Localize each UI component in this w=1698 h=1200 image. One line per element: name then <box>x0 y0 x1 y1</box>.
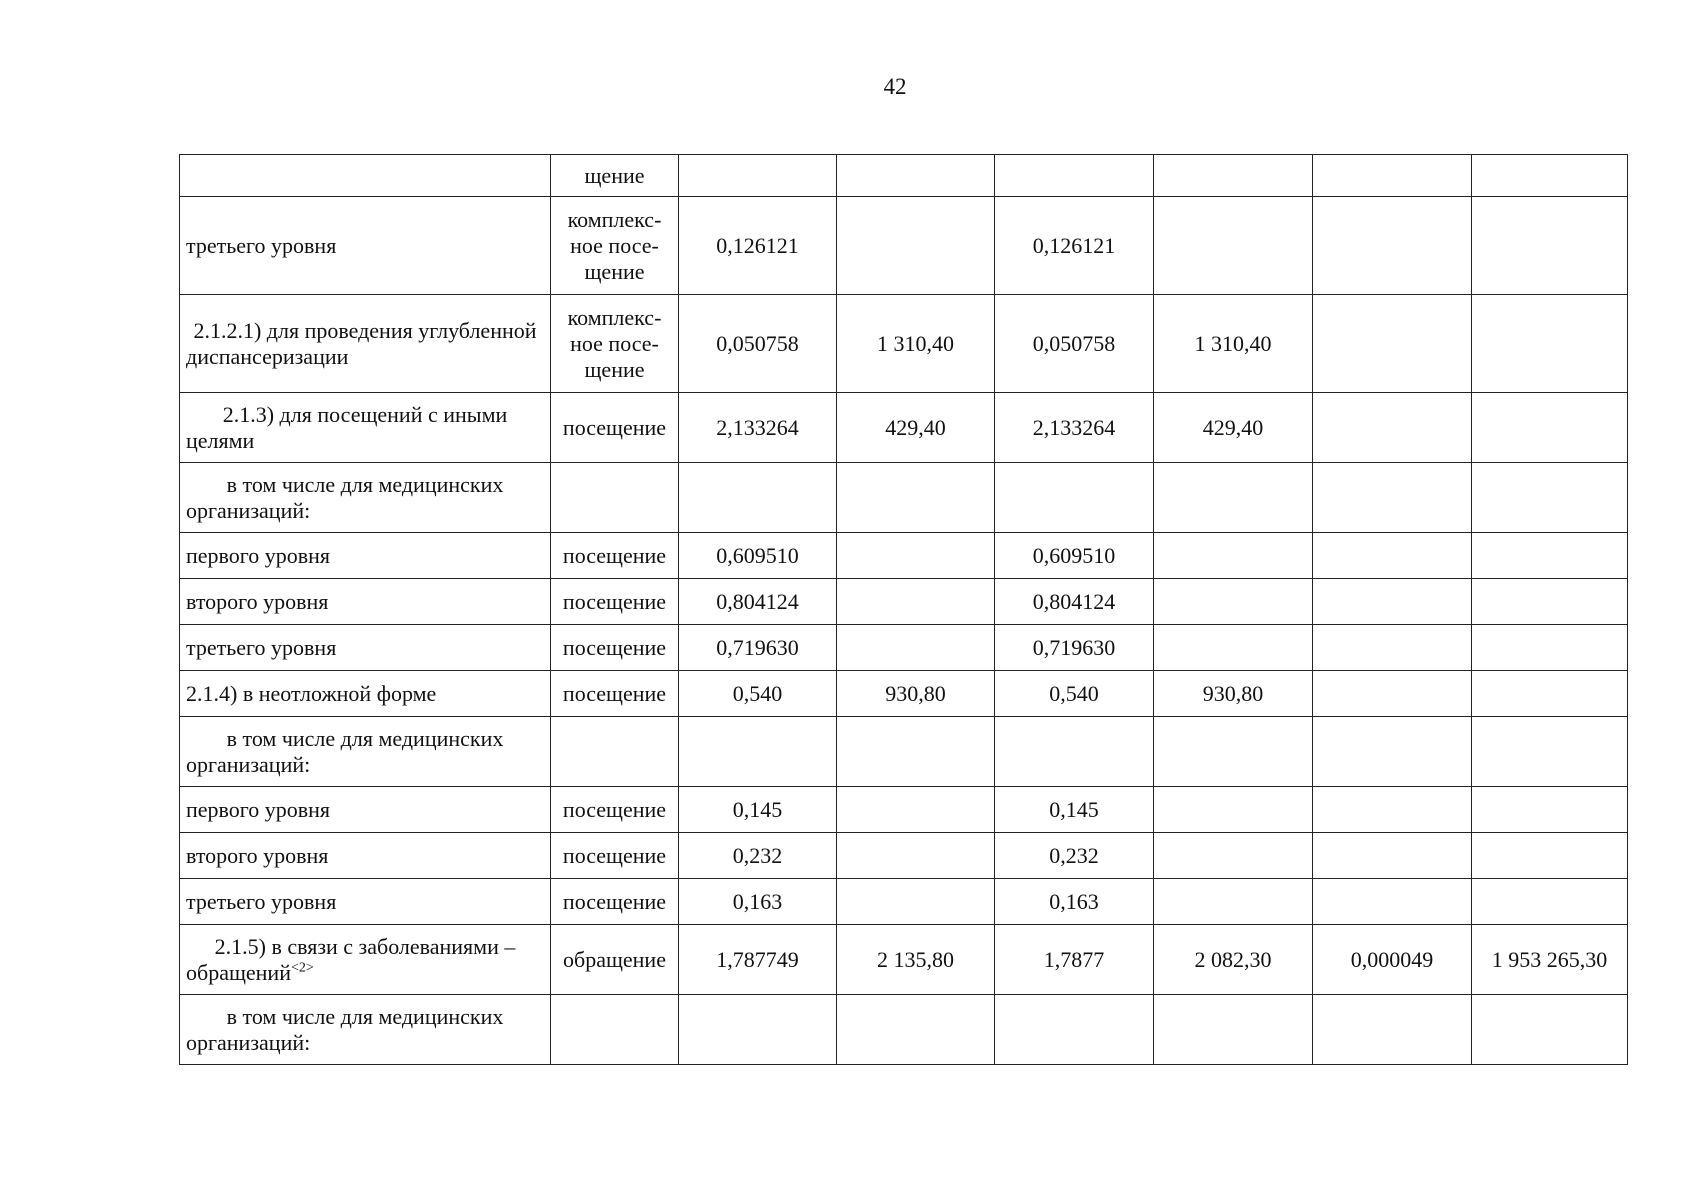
row-unit <box>551 995 679 1065</box>
cell <box>679 463 837 533</box>
cell <box>1154 717 1313 787</box>
cell: 0,050758 <box>679 295 837 393</box>
cell <box>1154 787 1313 833</box>
cell <box>1313 717 1472 787</box>
cell <box>1313 295 1472 393</box>
page-number: 42 <box>883 74 907 99</box>
cell: 2 082,30 <box>1154 925 1313 995</box>
row-name: первого уровня <box>180 533 551 579</box>
cell <box>1313 463 1472 533</box>
cell <box>837 533 995 579</box>
row-unit: посещение <box>551 833 679 879</box>
data-table <box>179 154 1628 1065</box>
cell <box>1472 671 1628 717</box>
cell: 429,40 <box>837 393 995 463</box>
row-name: третьего уровня <box>180 197 551 295</box>
cell <box>1154 879 1313 925</box>
row-name: 2.1.4) в неотложной форме <box>180 671 551 717</box>
cell <box>837 833 995 879</box>
cell <box>1313 671 1472 717</box>
cell <box>1313 879 1472 925</box>
cell <box>1313 393 1472 463</box>
cell: 1 953 265,30 <box>1472 925 1628 995</box>
row-unit: комплекс-ное посе-щение <box>551 197 679 295</box>
table-row <box>180 393 1628 463</box>
row-unit: щение <box>551 155 679 197</box>
row-name: третьего уровня <box>180 625 551 671</box>
row-unit: посещение <box>551 625 679 671</box>
row-name: в том числе для медицинских организаций: <box>180 995 551 1065</box>
cell <box>1313 833 1472 879</box>
cell <box>1472 295 1628 393</box>
cell <box>1313 155 1472 197</box>
cell <box>1313 625 1472 671</box>
row-name: второго уровня <box>180 579 551 625</box>
table-row <box>180 155 1628 197</box>
cell: 0,609510 <box>995 533 1154 579</box>
row-name: 2.1.3) для посещений с иными целями <box>180 393 551 463</box>
table-row <box>180 671 1628 717</box>
row-name: в том числе для медицинских организаций: <box>180 463 551 533</box>
cell <box>995 717 1154 787</box>
cell: 1 310,40 <box>1154 295 1313 393</box>
cell <box>995 155 1154 197</box>
cell: 0,232 <box>679 833 837 879</box>
cell: 0,126121 <box>995 197 1154 295</box>
cell: 0,540 <box>679 671 837 717</box>
cell <box>1154 625 1313 671</box>
cell <box>1313 787 1472 833</box>
row-unit: посещение <box>551 393 679 463</box>
row-name: второго уровня <box>180 833 551 879</box>
table-row <box>180 879 1628 925</box>
cell <box>995 463 1154 533</box>
cell <box>837 625 995 671</box>
cell <box>995 995 1154 1065</box>
row-unit: посещение <box>551 533 679 579</box>
cell: 0,804124 <box>995 579 1154 625</box>
cell <box>1472 463 1628 533</box>
cell <box>1472 625 1628 671</box>
cell <box>1472 393 1628 463</box>
cell <box>837 717 995 787</box>
row-name-text: 2.1.5) в связи с заболеваниями – обращений <box>186 933 516 985</box>
row-unit: комплекс-ное посе-щение <box>551 295 679 393</box>
table-row <box>180 295 1628 393</box>
cell: 1,7877 <box>995 925 1154 995</box>
row-unit: посещение <box>551 579 679 625</box>
cell <box>1154 579 1313 625</box>
cell: 0,000049 <box>1313 925 1472 995</box>
cell: 0,145 <box>679 787 837 833</box>
footnote-marker: <2> <box>290 960 314 976</box>
cell <box>679 995 837 1065</box>
cell: 0,540 <box>995 671 1154 717</box>
row-unit: посещение <box>551 879 679 925</box>
cell <box>1472 155 1628 197</box>
cell: 0,163 <box>679 879 837 925</box>
table-row <box>180 625 1628 671</box>
cell <box>1472 197 1628 295</box>
cell <box>1154 155 1313 197</box>
cell <box>1154 197 1313 295</box>
row-name: первого уровня <box>180 787 551 833</box>
cell: 0,719630 <box>679 625 837 671</box>
cell <box>1472 717 1628 787</box>
row-unit: посещение <box>551 787 679 833</box>
table-row <box>180 579 1628 625</box>
row-unit: обращение <box>551 925 679 995</box>
table-row <box>180 533 1628 579</box>
cell <box>837 995 995 1065</box>
cell <box>1154 533 1313 579</box>
cell <box>1313 995 1472 1065</box>
table-row <box>180 717 1628 787</box>
cell <box>679 155 837 197</box>
cell <box>1154 995 1313 1065</box>
cell: 0,719630 <box>995 625 1154 671</box>
cell: 2,133264 <box>995 393 1154 463</box>
cell <box>1472 533 1628 579</box>
row-name <box>180 155 551 197</box>
cell: 2 135,80 <box>837 925 995 995</box>
cell <box>1472 879 1628 925</box>
table-row <box>180 925 1628 995</box>
cell: 2,133264 <box>679 393 837 463</box>
cell: 1 310,40 <box>837 295 995 393</box>
cell: 0,050758 <box>995 295 1154 393</box>
cell <box>1472 995 1628 1065</box>
row-name: 2.1.2.1) для проведения углубленной диспансеризации <box>180 295 551 393</box>
cell <box>1472 787 1628 833</box>
cell: 930,80 <box>1154 671 1313 717</box>
cell <box>1313 197 1472 295</box>
cell <box>837 155 995 197</box>
cell: 0,163 <box>995 879 1154 925</box>
row-name: третьего уровня <box>180 879 551 925</box>
cell <box>1313 579 1472 625</box>
cell: 0,804124 <box>679 579 837 625</box>
table-row <box>180 995 1628 1065</box>
row-unit: посещение <box>551 671 679 717</box>
cell <box>837 579 995 625</box>
cell: 0,126121 <box>679 197 837 295</box>
table-row <box>180 787 1628 833</box>
cell: 0,145 <box>995 787 1154 833</box>
table-row <box>180 197 1628 295</box>
cell: 0,609510 <box>679 533 837 579</box>
cell <box>1472 579 1628 625</box>
cell <box>837 787 995 833</box>
cell <box>837 197 995 295</box>
cell <box>679 717 837 787</box>
row-unit <box>551 463 679 533</box>
cell <box>1154 463 1313 533</box>
cell <box>1313 533 1472 579</box>
cell: 930,80 <box>837 671 995 717</box>
row-name: в том числе для медицинских организаций: <box>180 717 551 787</box>
cell: 429,40 <box>1154 393 1313 463</box>
cell <box>1472 833 1628 879</box>
table-row <box>180 463 1628 533</box>
cell: 1,787749 <box>679 925 837 995</box>
cell <box>837 463 995 533</box>
cell <box>837 879 995 925</box>
cell: 0,232 <box>995 833 1154 879</box>
row-name <box>180 925 551 995</box>
cell <box>1154 833 1313 879</box>
row-unit <box>551 717 679 787</box>
table-row <box>180 833 1628 879</box>
